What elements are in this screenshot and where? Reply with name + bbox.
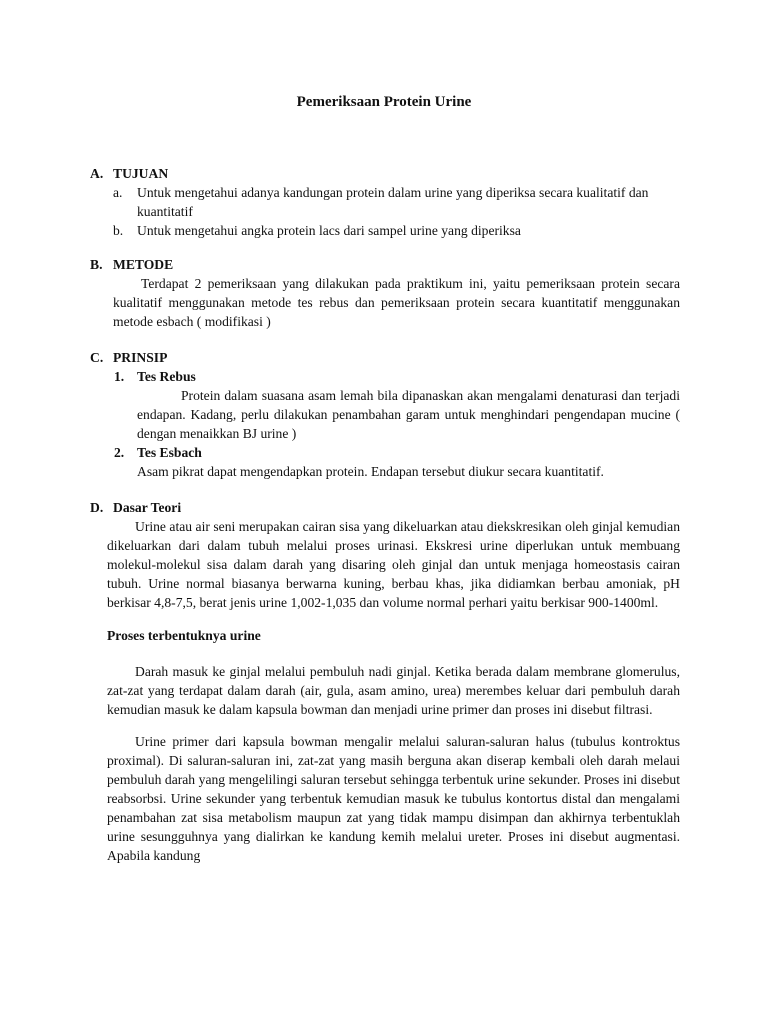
list-item-text: Untuk mengetahui adanya kandungan protein dalam urine yang diperiksa secara kualitatif dan kuantitatif	[137, 185, 649, 219]
list-item-marker: b.	[113, 223, 124, 238]
principle-item-body	[90, 462, 680, 481]
section-d-subsection	[90, 662, 680, 865]
section-a-marker: A.	[90, 166, 104, 181]
principle-item-marker: 2.	[114, 445, 125, 460]
section-c-marker: C.	[90, 350, 104, 365]
section-d-body	[90, 517, 680, 612]
section-a-heading	[90, 164, 680, 183]
section-d-heading	[90, 498, 680, 517]
list-item-marker: a.	[113, 185, 123, 200]
section-b-paragraph: Terdapat 2 pemeriksaan yang dilakukan pada praktikum ini, yaitu pemeriksaan protein secara kualitatif menggunakan metode tes rebus dan pemeriksaan protein secara kuantitatif menggunakan metode esbach ( modifikasi )	[113, 276, 680, 329]
section-b-heading	[90, 255, 680, 274]
page-title: Pemeriksaan Protein Urine	[296, 94, 472, 110]
section-d-marker: D.	[90, 500, 104, 515]
section-b-title: METODE	[113, 257, 174, 272]
list-item-text: Untuk mengetahui angka protein lacs dari sampel urine yang diperiksa	[137, 223, 521, 238]
principle-item-text: Protein dalam suasana asam lemah bila dipanaskan akan mengalami denaturasi dan terjadi endapan. Kadang, perlu dilakukan penambahan garam untuk menghindari pengendapan mucine ( dengan menaikkan BJ urine )	[137, 388, 680, 441]
principle-item-heading	[90, 443, 680, 462]
principle-item-body	[90, 386, 680, 443]
principle-item-heading	[90, 367, 680, 386]
list-item	[113, 221, 680, 240]
section-d-paragraph: Darah masuk ke ginjal melalui pembuluh nadi ginjal. Ketika berada dalam membrane glomerulus, zat-zat yang terdapat dalam darah (air, gula, asam amino, urea) merembes keluar dari pembuluh darah kemudian masuk ke dalam kapsula bowman dan menjadi urine primer dan proses ini disebut filtrasi.	[107, 664, 680, 717]
section-d-subheading: Proses terbentuknya urine	[107, 628, 261, 643]
section-d-title: Dasar Teori	[113, 500, 182, 515]
section-b-body	[90, 274, 680, 331]
section-a-list	[90, 183, 680, 240]
principle-item-marker: 1.	[114, 369, 125, 384]
section-d-paragraph: Urine atau air seni merupakan cairan sisa yang dikeluarkan atau diekskresikan oleh ginjal kemudian dikeluarkan dari dalam tubuh melalui proses urinasi. Ekskresi urine diperlukan untuk membuang molekul-molekul sisa dalam darah yang disaring oleh ginjal dan untuk menjaga homeostasis cairan tubuh. Urine normal biasanya berwarna kuning, berbau khas, jika didiamkan berbau amoniak, pH berkisar 4,8-7,5, berat jenis urine 1,002-1,035 dan volume normal perhari yaitu berkisar 900-1400ml.	[107, 519, 680, 610]
section-c-heading	[90, 348, 680, 367]
list-item	[113, 183, 680, 221]
section-c-title: PRINSIP	[113, 350, 168, 365]
document-body	[90, 164, 680, 865]
section-b-marker: B.	[90, 257, 103, 272]
principle-item-title: Tes Rebus	[137, 369, 196, 384]
principle-item-title: Tes Esbach	[137, 445, 202, 460]
section-a-title: TUJUAN	[113, 166, 169, 181]
section-d-paragraph: Urine primer dari kapsula bowman mengalir melalui saluran-saluran halus (tubulus kontroktus proximal). Di saluran-saluran ini, zat-zat yang masih berguna akan diserap kembali oleh darah melaui pembuluh darah yang mengelilingi saluran tersebut sehingga terbentuk urine sekunder. Proses ini disebut reabsorbsi. Urine sekunder yang terbentuk kemudian masuk ke tubulus kontortus distal dan mengalami penambahan zat sisa metabolism maupun zat yang tidak mampu disimpan dan akhirnya terbentuklah urine sesungguhnya yang dialirkan ke kandung kemih melalui ureter. Proses ini disebut augmentasi. Apabila kandung	[107, 734, 680, 863]
principle-item-text: Asam pikrat dapat mengendapkan protein. Endapan tersebut diukur secara kuantitatif.	[137, 464, 604, 479]
